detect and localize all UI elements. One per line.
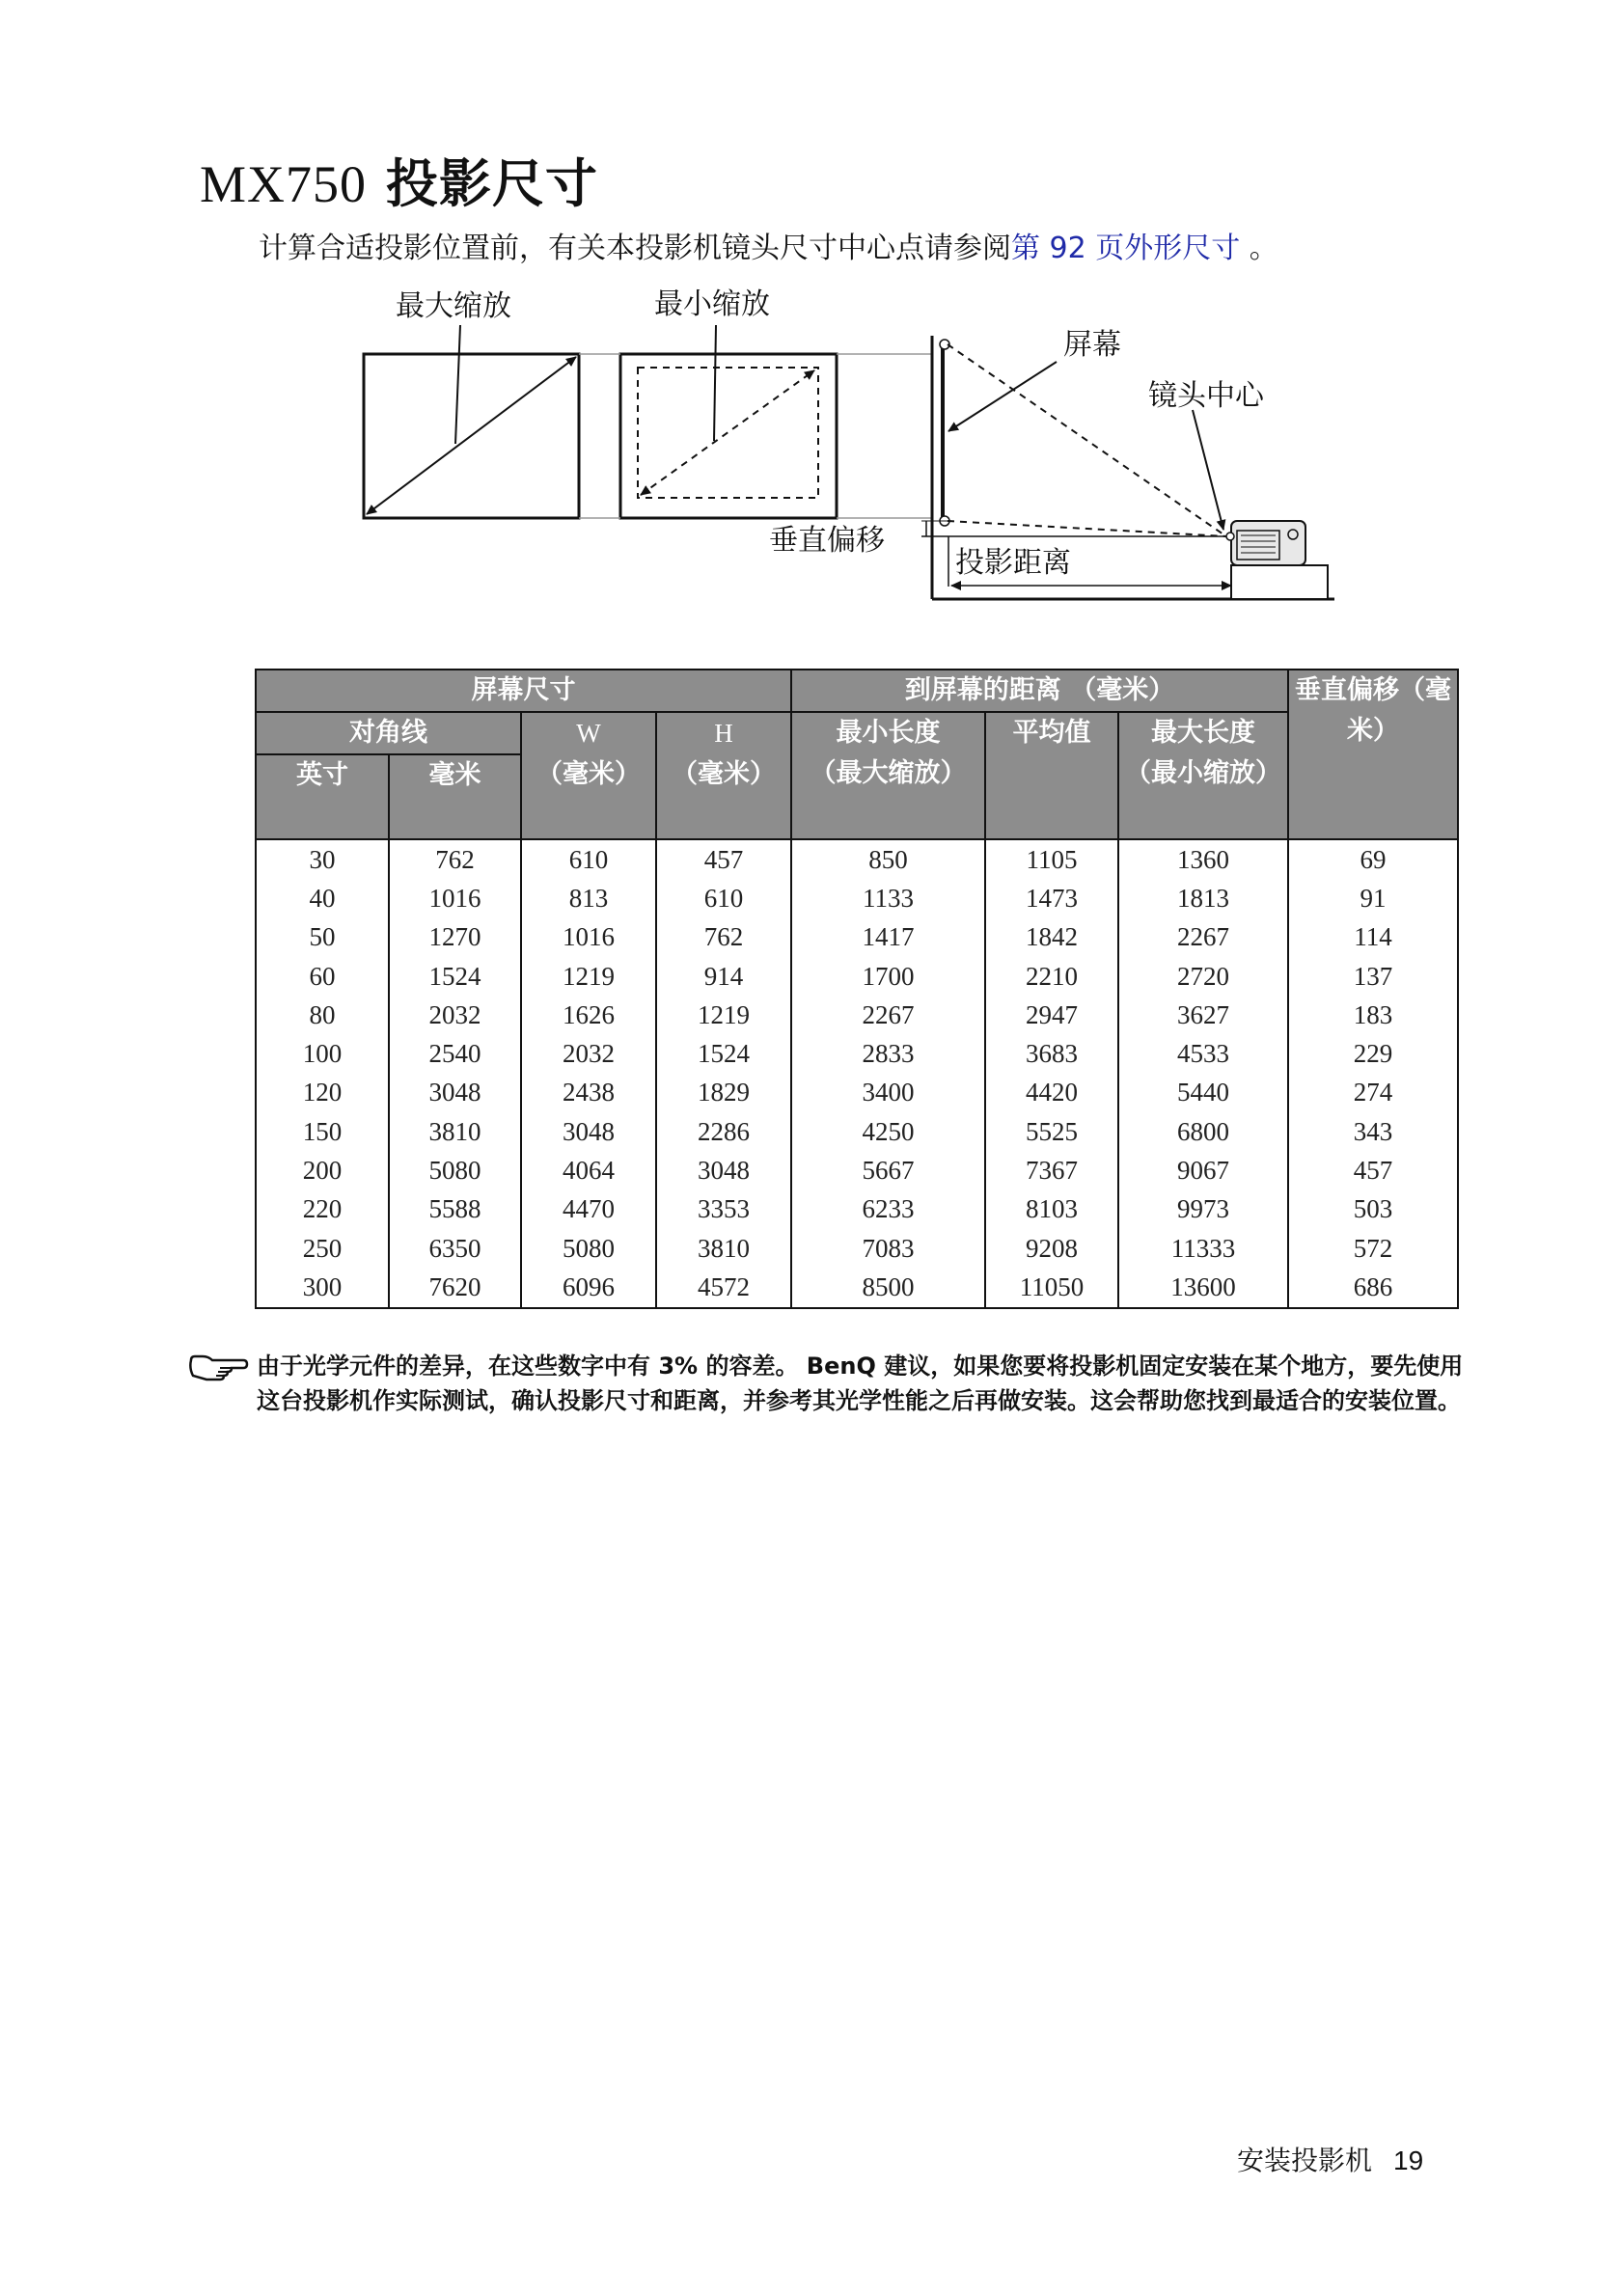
table-cell: 8103 — [985, 1190, 1118, 1229]
table-cell: 3048 — [521, 1112, 656, 1151]
table-cell: 850 — [791, 839, 985, 879]
table-cell: 1219 — [656, 996, 791, 1034]
table-cell: 1270 — [389, 918, 521, 957]
tolerance-note: 由于光学元件的差异，在这些数字中有 3% 的容差。 BenQ 建议，如果您要将投影机固定安装在某个地方，要先使用这台投影机作实际测试，确认投影尺寸和距离，并参考其光学性能之后再做安装。这会帮助您找到最适合的安装位置。 — [257, 1353, 1464, 1414]
table-cell: 813 — [521, 879, 656, 917]
table-cell: 3810 — [389, 1112, 521, 1151]
header-distance: 到屏幕的距离 （毫米） — [791, 670, 1288, 712]
page-footer — [1237, 2140, 1423, 2178]
projection-diagram — [0, 0, 1621, 617]
table-cell: 1133 — [791, 879, 985, 917]
header-min-length — [791, 712, 985, 839]
header-height-unit: （毫米） — [672, 759, 776, 789]
table-cell: 1813 — [1118, 879, 1288, 917]
header-inch: 英寸 — [256, 754, 389, 839]
table-cell: 5080 — [521, 1229, 656, 1268]
table-row — [256, 918, 1458, 957]
table-cell: 914 — [656, 957, 791, 996]
table-cell: 2833 — [791, 1034, 985, 1073]
table-cell: 610 — [656, 879, 791, 917]
title-model: MX750 — [200, 155, 368, 213]
table-cell: 2032 — [521, 1034, 656, 1073]
table-cell: 1524 — [656, 1034, 791, 1073]
table-row — [256, 1034, 1458, 1073]
table-cell: 343 — [1288, 1112, 1458, 1151]
pointing-hand-icon — [187, 1351, 249, 1385]
header-max-length-label: 最大长度 — [1151, 718, 1255, 748]
header-min-length-label: 最小长度 — [836, 718, 941, 748]
table-cell: 9973 — [1118, 1190, 1288, 1229]
table-cell: 91 — [1288, 879, 1458, 917]
title-name: 投影尺寸 — [385, 153, 598, 214]
table-cell: 7620 — [389, 1268, 521, 1307]
table-cell: 762 — [389, 839, 521, 879]
table-row — [256, 1268, 1458, 1307]
label-projection-distance: 投影距离 — [955, 546, 1071, 580]
table-cell: 30 — [256, 839, 389, 879]
table-cell: 762 — [656, 918, 791, 957]
table-cell: 4064 — [521, 1151, 656, 1189]
projection-dimensions-table — [255, 669, 1459, 1309]
table-cell: 2032 — [389, 996, 521, 1034]
table-cell: 3048 — [656, 1151, 791, 1189]
table-cell: 274 — [1288, 1074, 1458, 1112]
table-cell: 1016 — [521, 918, 656, 957]
table-cell: 300 — [256, 1268, 389, 1307]
table-cell: 2286 — [656, 1112, 791, 1151]
header-height — [656, 712, 791, 839]
table-cell: 4470 — [521, 1190, 656, 1229]
table-cell: 2267 — [1118, 918, 1288, 957]
table-cell: 1417 — [791, 918, 985, 957]
table-cell: 3810 — [656, 1229, 791, 1268]
table-cell: 1626 — [521, 996, 656, 1034]
header-max-length-sub: （最小缩放） — [1125, 758, 1281, 788]
table-cell: 4533 — [1118, 1034, 1288, 1073]
table-row — [256, 839, 1458, 879]
table-cell: 6096 — [521, 1268, 656, 1307]
table-cell: 69 — [1288, 839, 1458, 879]
table-cell: 1842 — [985, 918, 1118, 957]
header-diagonal: 对角线 — [256, 712, 521, 754]
table-cell: 3353 — [656, 1190, 791, 1229]
label-max-zoom: 最大缩放 — [396, 289, 511, 323]
label-min-zoom: 最小缩放 — [654, 287, 770, 321]
table-cell: 9067 — [1118, 1151, 1288, 1189]
table-cell: 3627 — [1118, 996, 1288, 1034]
page-number: 19 — [1393, 2146, 1424, 2175]
table-cell: 6350 — [389, 1229, 521, 1268]
table-cell: 50 — [256, 918, 389, 957]
table-cell: 2540 — [389, 1034, 521, 1073]
table-cell: 2210 — [985, 957, 1118, 996]
header-width — [521, 712, 656, 839]
table-cell: 1473 — [985, 879, 1118, 917]
table-cell: 250 — [256, 1229, 389, 1268]
table-cell: 457 — [1288, 1151, 1458, 1189]
table-cell: 5080 — [389, 1151, 521, 1189]
table-cell: 80 — [256, 996, 389, 1034]
table-cell: 220 — [256, 1190, 389, 1229]
table-cell: 183 — [1288, 996, 1458, 1034]
table-cell: 4250 — [791, 1112, 985, 1151]
table-cell: 610 — [521, 839, 656, 879]
table-cell: 100 — [256, 1034, 389, 1073]
table-cell: 5525 — [985, 1112, 1118, 1151]
table-cell: 2720 — [1118, 957, 1288, 996]
table-cell: 572 — [1288, 1229, 1458, 1268]
table-cell: 5588 — [389, 1190, 521, 1229]
table-row — [256, 996, 1458, 1034]
header-width-unit: （毫米） — [536, 759, 641, 789]
table-cell: 9208 — [985, 1229, 1118, 1268]
table-cell: 2267 — [791, 996, 985, 1034]
table-cell: 457 — [656, 839, 791, 879]
table-cell: 114 — [1288, 918, 1458, 957]
header-width-letter: W — [576, 719, 601, 748]
table-cell: 5440 — [1118, 1074, 1288, 1112]
table-cell: 40 — [256, 879, 389, 917]
table-row — [256, 879, 1458, 917]
header-mm: 毫米 — [389, 754, 521, 839]
table-row — [256, 1190, 1458, 1229]
table-cell: 6233 — [791, 1190, 985, 1229]
table-cell: 2947 — [985, 996, 1118, 1034]
table-body — [256, 839, 1458, 1308]
table-cell: 4572 — [656, 1268, 791, 1307]
dimensions-link[interactable]: 第 92 页外形尺寸 — [1011, 232, 1241, 265]
table-cell: 137 — [1288, 957, 1458, 996]
table-cell: 8500 — [791, 1268, 985, 1307]
table-cell: 6800 — [1118, 1112, 1288, 1151]
header-height-letter: H — [714, 719, 733, 748]
label-lens-center: 镜头中心 — [1148, 379, 1264, 413]
header-max-length — [1118, 712, 1288, 839]
table-cell: 11050 — [985, 1268, 1118, 1307]
table-cell: 1360 — [1118, 839, 1288, 879]
header-average: 平均值 — [985, 712, 1118, 839]
table-cell: 13600 — [1118, 1268, 1288, 1307]
label-vertical-offset: 垂直偏移 — [769, 524, 885, 558]
table-cell: 1105 — [985, 839, 1118, 879]
table-cell: 2438 — [521, 1074, 656, 1112]
table-cell: 686 — [1288, 1268, 1458, 1307]
table-cell: 229 — [1288, 1034, 1458, 1073]
table-cell: 1016 — [389, 879, 521, 917]
table-cell: 7083 — [791, 1229, 985, 1268]
intro-text: 计算合适投影位置前，有关本投影机镜头尺寸中心点请参阅 — [259, 232, 1011, 265]
table-cell: 1219 — [521, 957, 656, 996]
header-screen-size: 屏幕尺寸 — [256, 670, 791, 712]
table-cell: 4420 — [985, 1074, 1118, 1112]
table-row — [256, 1074, 1458, 1112]
table-cell: 60 — [256, 957, 389, 996]
table-cell: 120 — [256, 1074, 389, 1112]
table-row — [256, 1229, 1458, 1268]
table-cell: 5667 — [791, 1151, 985, 1189]
table-row — [256, 1151, 1458, 1189]
table-cell: 3048 — [389, 1074, 521, 1112]
table-row — [256, 957, 1458, 996]
intro-suffix: 。 — [1240, 232, 1278, 265]
table-cell: 1700 — [791, 957, 985, 996]
max-zoom-screen — [364, 325, 579, 518]
footer-section: 安装投影机 — [1237, 2145, 1373, 2176]
header-min-length-sub: （最大缩放） — [810, 758, 967, 788]
table-cell: 503 — [1288, 1190, 1458, 1229]
table-cell: 3683 — [985, 1034, 1118, 1073]
header-vertical-offset: 垂直偏移（毫米） — [1288, 670, 1458, 839]
label-screen: 屏幕 — [1063, 328, 1121, 362]
table-cell: 200 — [256, 1151, 389, 1189]
table-row — [256, 1112, 1458, 1151]
table-cell: 11333 — [1118, 1229, 1288, 1268]
min-zoom-screen — [620, 325, 837, 518]
table-cell: 3400 — [791, 1074, 985, 1112]
table-cell: 1524 — [389, 957, 521, 996]
table-cell: 1829 — [656, 1074, 791, 1112]
table-cell: 150 — [256, 1112, 389, 1151]
table-cell: 7367 — [985, 1151, 1118, 1189]
